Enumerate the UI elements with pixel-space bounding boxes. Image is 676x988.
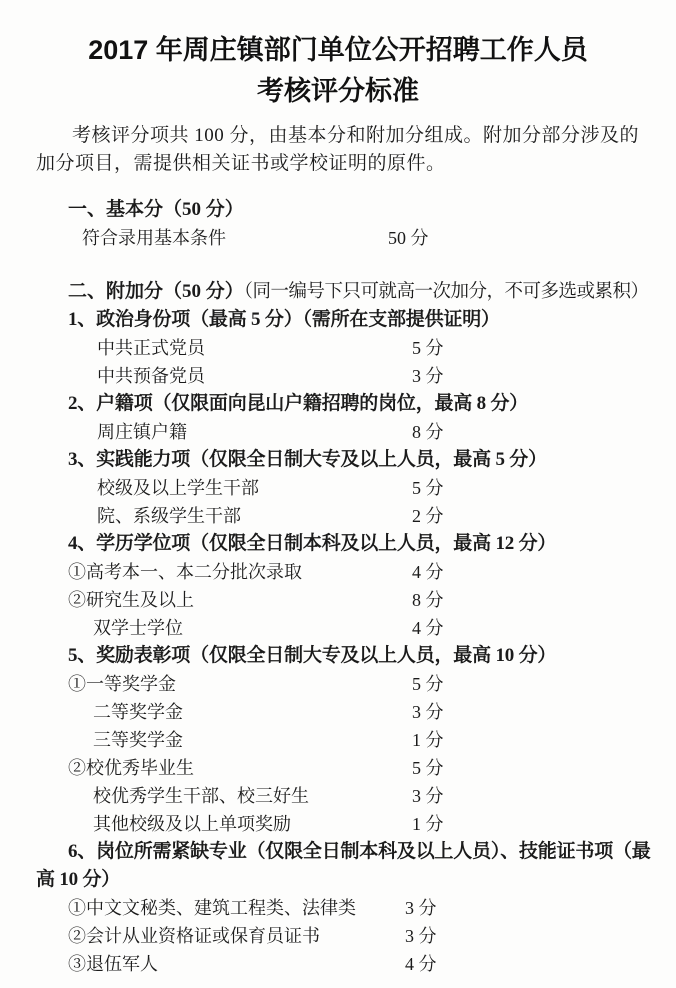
section-basic-heading: 一、基本分（50 分） — [68, 199, 244, 220]
item-heading-6-line2: 高 10 分） — [36, 869, 121, 890]
row-label: 其他校级及以上单项奖励 — [93, 814, 291, 834]
row-score: 1 分 — [412, 814, 444, 834]
doc-title-line1: 2017 年周庄镇部门单位公开招聘工作人员 — [88, 35, 588, 65]
row-label: 三等奖学金 — [93, 730, 183, 750]
row-score: 4 分 — [412, 562, 444, 582]
score-row — [0, 670, 676, 698]
row-score: 50 分 — [388, 228, 429, 248]
score-row — [0, 418, 676, 446]
row-label: 周庄镇户籍 — [97, 422, 187, 442]
row-score: 1 分 — [412, 730, 444, 750]
item-heading-2: 2、户籍项（仅限面向昆山户籍招聘的岗位，最高 8 分） — [68, 393, 529, 414]
row-score: 3 分 — [405, 898, 437, 918]
row-score: 5 分 — [412, 478, 444, 498]
row-label: 符合录用基本条件 — [82, 228, 226, 248]
row-score: 4 分 — [405, 954, 437, 974]
item-heading-6-line1: 6、岗位所需紧缺专业（仅限全日制本科及以上人员）、技能证书项（最 — [68, 841, 651, 862]
score-row — [0, 782, 676, 810]
row-label: 校级及以上学生干部 — [97, 478, 259, 498]
row-score: 5 分 — [412, 674, 444, 694]
score-row — [0, 810, 676, 838]
row-label: ①中文文秘类、建筑工程类、法律类 — [68, 898, 356, 918]
score-row — [0, 586, 676, 614]
item-heading-3: 3、实践能力项（仅限全日制大专及以上人员，最高 5 分） — [68, 449, 547, 470]
section-extra-note: （同一编号下只可就高一次加分，不可多选或累积） — [243, 282, 649, 302]
row-score: 5 分 — [412, 758, 444, 778]
row-label: 双学士学位 — [93, 618, 183, 638]
row-score: 4 分 — [412, 618, 444, 638]
score-row — [0, 224, 676, 252]
row-label: 中共预备党员 — [97, 366, 205, 386]
row-score: 2 分 — [412, 506, 444, 526]
section-extra-heading — [68, 278, 676, 306]
score-row — [0, 922, 676, 950]
score-row — [0, 698, 676, 726]
row-label: 校优秀学生干部、校三好生 — [93, 786, 309, 806]
score-row — [0, 726, 676, 754]
item-heading-4: 4、学历学位项（仅限全日制本科及以上人员，最高 12 分） — [68, 533, 557, 554]
row-label: ②研究生及以上 — [68, 590, 194, 610]
row-label: ②会计从业资格证或保育员证书 — [68, 926, 320, 946]
score-row — [0, 754, 676, 782]
row-score: 3 分 — [412, 366, 444, 386]
score-row — [0, 474, 676, 502]
score-row — [0, 334, 676, 362]
row-score: 3 分 — [412, 702, 444, 722]
row-score: 8 分 — [412, 422, 444, 442]
row-score: 8 分 — [412, 590, 444, 610]
score-row — [0, 894, 676, 922]
row-label: ②校优秀毕业生 — [68, 758, 194, 778]
score-row — [0, 614, 676, 642]
row-score: 3 分 — [405, 926, 437, 946]
score-row — [0, 502, 676, 530]
section-extra-title: 二、附加分（50 分） — [68, 281, 244, 302]
item-heading-1: 1、政治身份项（最高 5 分）（需所在支部提供证明） — [68, 309, 500, 330]
row-score: 3 分 — [412, 786, 444, 806]
row-label: ①一等奖学金 — [68, 674, 176, 694]
doc-title-line2: 考核评分标准 — [257, 76, 419, 106]
row-label: 二等奖学金 — [93, 702, 183, 722]
row-label: 中共正式党员 — [97, 338, 205, 358]
row-label: ③退伍军人 — [68, 954, 158, 974]
item-heading-5: 5、奖励表彰项（仅限全日制大专及以上人员，最高 10 分） — [68, 645, 557, 666]
score-row — [0, 362, 676, 390]
row-label: 院、系级学生干部 — [97, 506, 241, 526]
row-label: ①高考本一、本二分批次录取 — [68, 562, 302, 582]
intro-paragraph: 考核评分项共 100 分，由基本分和附加分组成。附加分部分涉及的加分项目，需提供相关证书或学校证明的原件。 — [36, 125, 640, 174]
score-row — [0, 950, 676, 978]
row-score: 5 分 — [412, 338, 444, 358]
score-row — [0, 558, 676, 586]
